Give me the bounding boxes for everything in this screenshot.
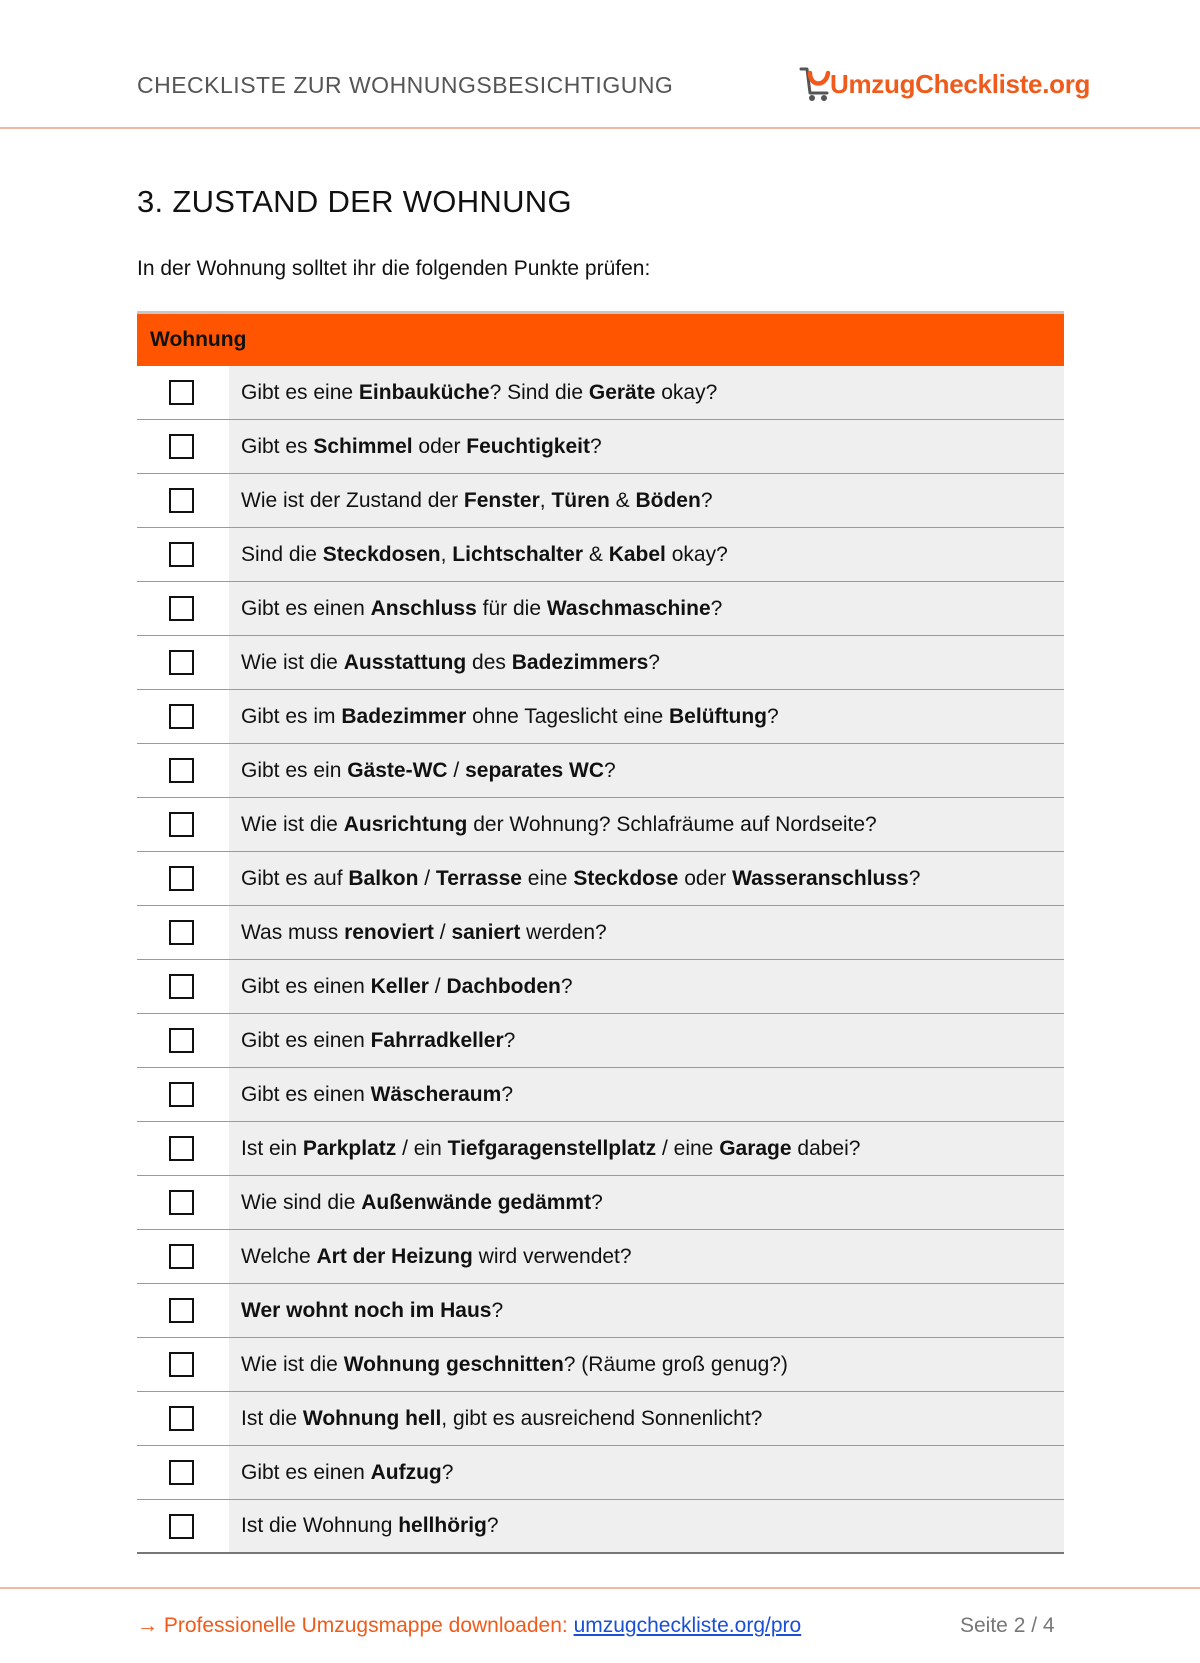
text-segment: Wie ist der Zustand der	[241, 488, 464, 512]
keyword: Ausstattung	[343, 650, 467, 674]
checklist-table	[137, 311, 1064, 1554]
checkbox-cell	[137, 474, 229, 527]
checklist-item-text	[229, 1392, 1064, 1445]
checkbox[interactable]	[169, 1406, 194, 1431]
checklist-item-text	[229, 1500, 1064, 1552]
text-segment: ?	[491, 1298, 504, 1322]
text-segment: /	[428, 974, 447, 998]
footer-link-prefix: → Professionelle Umzugsmappe downloaden:	[137, 1614, 574, 1637]
checkbox[interactable]	[169, 542, 194, 567]
text-segment: ?	[589, 434, 602, 458]
text-segment: &	[609, 488, 636, 512]
checklist-item-text	[229, 690, 1064, 743]
checkbox-cell	[137, 1014, 229, 1067]
checkbox[interactable]	[169, 650, 194, 675]
text-segment: Gibt es einen	[241, 1460, 371, 1484]
checklist-item-text	[229, 636, 1064, 689]
keyword: Waschmaschine	[546, 596, 711, 620]
text-segment: ? (Räume groß genug?)	[563, 1352, 788, 1376]
checklist-row	[137, 582, 1064, 636]
checkbox[interactable]	[169, 596, 194, 621]
checkbox-cell	[137, 1500, 229, 1552]
checkbox-cell	[137, 690, 229, 743]
keyword: Lichtschalter	[452, 542, 584, 566]
checklist-row	[137, 1014, 1064, 1068]
text-segment: / ein	[396, 1136, 448, 1160]
checklist-row	[137, 690, 1064, 744]
text-segment: des	[466, 650, 512, 674]
checklist-item-text	[229, 582, 1064, 635]
keyword: Wasseranschluss	[732, 866, 909, 890]
checkbox[interactable]	[169, 380, 194, 405]
keyword: renoviert	[344, 920, 434, 944]
keyword: Einbauküche	[358, 380, 490, 404]
checklist-item-text	[229, 366, 1064, 419]
keyword: Geräte	[588, 380, 656, 404]
footer-divider	[0, 1587, 1200, 1589]
keyword: Dachboden	[446, 974, 561, 998]
keyword: Außenwände gedämmt	[361, 1190, 592, 1214]
text-segment: Ist die	[241, 1406, 303, 1430]
text-segment: ?	[441, 1460, 454, 1484]
text-segment: , gibt es ausreichend Sonnenlicht?	[441, 1406, 763, 1430]
checklist-row	[137, 744, 1064, 798]
text-segment: Gibt es eine	[241, 380, 359, 404]
checkbox-cell	[137, 906, 229, 959]
text-segment: ?	[560, 974, 573, 998]
checkbox[interactable]	[169, 1190, 194, 1215]
keyword: Schimmel	[313, 434, 413, 458]
keyword: Steckdosen	[322, 542, 441, 566]
keyword: Garage	[719, 1136, 792, 1160]
text-segment: Gibt es	[241, 434, 314, 458]
checkbox-cell	[137, 960, 229, 1013]
text-segment: Gibt es auf	[241, 866, 349, 890]
checkbox-cell	[137, 366, 229, 419]
checklist-row	[137, 420, 1064, 474]
text-segment: oder	[412, 434, 467, 458]
checklist-item-text	[229, 744, 1064, 797]
checkbox[interactable]	[169, 758, 194, 783]
keyword: Gäste-WC	[347, 758, 448, 782]
keyword: saniert	[451, 920, 521, 944]
logo[interactable]	[798, 64, 1090, 104]
checklist-item-text	[229, 1284, 1064, 1337]
keyword: Fahrradkeller	[370, 1028, 504, 1052]
checklist-row	[137, 474, 1064, 528]
text-segment: Ist die Wohnung	[241, 1514, 399, 1537]
text-segment: okay?	[665, 542, 728, 566]
keyword: Badezimmers	[511, 650, 649, 674]
text-segment: werden?	[520, 920, 607, 944]
checklist-row	[137, 1392, 1064, 1446]
checklist-row	[137, 906, 1064, 960]
checkbox-cell	[137, 1446, 229, 1499]
keyword: Art der Heizung	[316, 1244, 473, 1268]
checkbox[interactable]	[169, 1082, 194, 1107]
keyword: Böden	[635, 488, 701, 512]
page-number: Seite 2 / 4	[960, 1614, 1055, 1637]
section-intro: In der Wohnung solltet ihr die folgenden Punkte prüfen:	[137, 257, 651, 280]
keyword: Steckdose	[573, 866, 679, 890]
checklist-row	[137, 1122, 1064, 1176]
checklist-row	[137, 852, 1064, 906]
keyword: Wohnung hell	[302, 1406, 442, 1430]
checkbox[interactable]	[169, 1244, 194, 1269]
checkbox-cell	[137, 1122, 229, 1175]
keyword: Aufzug	[370, 1460, 442, 1484]
keyword: separates WC	[465, 758, 604, 782]
text-segment: /	[433, 920, 452, 944]
checkbox-cell	[137, 1284, 229, 1337]
text-segment: ,	[440, 542, 453, 566]
checkbox-cell	[137, 798, 229, 851]
keyword: Anschluss	[370, 596, 477, 620]
text-segment: ,	[539, 488, 552, 512]
document-header-title: CHECKLISTE ZUR WOHNUNGSBESICHTIGUNG	[137, 72, 674, 98]
text-segment: ohne Tageslicht eine	[466, 704, 670, 728]
footer-url[interactable]: umzugcheckliste.org/pro	[573, 1614, 802, 1637]
keyword: Keller	[370, 974, 429, 998]
checkbox[interactable]	[169, 974, 194, 999]
text-segment: Gibt es einen	[241, 1028, 371, 1052]
checklist-row	[137, 1176, 1064, 1230]
text-segment: ?	[710, 596, 723, 620]
checkbox[interactable]	[169, 866, 194, 891]
cart-icon	[798, 65, 832, 103]
text-segment: Sind die	[241, 542, 323, 566]
checkbox-cell	[137, 1068, 229, 1121]
text-segment: Welche	[241, 1244, 317, 1268]
text-segment: eine	[521, 866, 574, 890]
checkbox-cell	[137, 1392, 229, 1445]
checkbox[interactable]	[169, 434, 194, 459]
checkbox[interactable]	[169, 1460, 194, 1485]
checkbox[interactable]	[169, 704, 194, 729]
text-segment: /	[447, 758, 466, 782]
text-segment: für die	[476, 596, 547, 620]
checklist-row	[137, 1284, 1064, 1338]
keyword: Fenster	[463, 488, 540, 512]
checkbox[interactable]	[169, 488, 194, 513]
checklist-item-text	[229, 960, 1064, 1013]
checkbox[interactable]	[169, 920, 194, 945]
text-segment: Wie sind die	[241, 1190, 362, 1214]
logo-text: UmzugCheckliste.org	[830, 68, 1091, 99]
checklist-item-text	[229, 1068, 1064, 1121]
checkbox-cell	[137, 1338, 229, 1391]
checklist-item-text	[229, 1014, 1064, 1067]
keyword: Feuchtigkeit	[466, 434, 590, 458]
checklist-item-text	[229, 474, 1064, 527]
text-segment: ?	[908, 866, 921, 890]
checkbox[interactable]	[169, 1514, 194, 1539]
text-segment: /	[418, 866, 436, 890]
checklist-item-text	[229, 420, 1064, 473]
checklist-row	[137, 960, 1064, 1014]
checklist-item-text	[229, 1122, 1064, 1175]
text-segment: Wie ist die	[241, 812, 344, 836]
keyword: Kabel	[608, 542, 666, 566]
keyword: Belüftung	[669, 704, 767, 728]
text-segment: ?	[700, 488, 713, 512]
checkbox-cell	[137, 1176, 229, 1229]
text-segment: oder	[678, 866, 733, 890]
checklist-row	[137, 528, 1064, 582]
checklist-rows	[137, 366, 1064, 1554]
text-segment: Gibt es einen	[241, 596, 371, 620]
text-segment: &	[583, 542, 609, 566]
checklist-row	[137, 1068, 1064, 1122]
text-segment: ?	[503, 1028, 516, 1052]
checklist-row	[137, 366, 1064, 420]
text-segment: Was muss	[241, 920, 345, 944]
checklist-row	[137, 1500, 1064, 1554]
header-divider	[0, 127, 1200, 129]
checkbox-cell	[137, 582, 229, 635]
checklist-item-text	[229, 1446, 1064, 1499]
checkbox[interactable]	[169, 1028, 194, 1053]
checklist-item-text	[229, 852, 1064, 905]
keyword: Türen	[551, 488, 610, 512]
section-title: 3. ZUSTAND DER WOHNUNG	[137, 184, 572, 219]
checkbox-cell	[137, 420, 229, 473]
keyword: Wäscheraum	[370, 1082, 502, 1106]
checklist-row	[137, 1338, 1064, 1392]
footer-download-link[interactable]	[137, 1614, 801, 1638]
text-segment: ?	[604, 758, 616, 782]
keyword: hellhörig	[398, 1514, 487, 1537]
checklist-item-text	[229, 1176, 1064, 1229]
keyword: Wer wohnt noch im Haus	[241, 1298, 492, 1322]
text-segment: okay?	[655, 380, 718, 404]
text-segment: ?	[486, 1514, 499, 1537]
keyword: Badezimmer	[341, 704, 467, 728]
text-segment: dabei?	[791, 1136, 861, 1160]
keyword: Balkon	[348, 866, 419, 890]
text-segment: Ist ein	[241, 1136, 303, 1160]
text-segment: Gibt es im	[241, 704, 342, 728]
checkbox[interactable]	[169, 812, 194, 837]
checklist-item-text	[229, 798, 1064, 851]
checkbox-cell	[137, 636, 229, 689]
checkbox[interactable]	[169, 1298, 194, 1323]
checkbox-cell	[137, 744, 229, 797]
checkbox-cell	[137, 528, 229, 581]
keyword: Tiefgaragenstellplatz	[447, 1136, 657, 1160]
text-segment: der Wohnung? Schlafräume auf Nordseite?	[467, 812, 877, 836]
keyword: Parkplatz	[302, 1136, 397, 1160]
checklist-row	[137, 1446, 1064, 1500]
keyword: Wohnung geschnitten	[343, 1352, 564, 1376]
checklist-item-text	[229, 1230, 1064, 1283]
table-header: Wohnung	[137, 311, 1064, 366]
text-segment: Gibt es einen	[241, 1082, 371, 1106]
checkbox[interactable]	[169, 1352, 194, 1377]
checklist-item-text	[229, 906, 1064, 959]
checkbox[interactable]	[169, 1136, 194, 1161]
text-segment: Wie ist die	[241, 1352, 344, 1376]
checklist-row	[137, 636, 1064, 690]
text-segment: ? Sind die	[489, 380, 589, 404]
keyword: Terrasse	[435, 866, 522, 890]
text-segment: Gibt es einen	[241, 974, 371, 998]
text-segment: Wie ist die	[241, 650, 344, 674]
checklist-row	[137, 798, 1064, 852]
checklist-item-text	[229, 528, 1064, 581]
text-segment: / eine	[656, 1136, 720, 1160]
checklist-row	[137, 1230, 1064, 1284]
text-segment: ?	[767, 704, 779, 728]
checkbox-cell	[137, 1230, 229, 1283]
checkbox-cell	[137, 852, 229, 905]
keyword: Ausrichtung	[343, 812, 468, 836]
checklist-item-text	[229, 1338, 1064, 1391]
text-segment: ?	[501, 1082, 513, 1106]
text-segment: wird verwendet?	[472, 1244, 632, 1268]
text-segment: ?	[648, 650, 660, 674]
text-segment: Gibt es ein	[241, 758, 348, 782]
text-segment: ?	[591, 1190, 603, 1214]
